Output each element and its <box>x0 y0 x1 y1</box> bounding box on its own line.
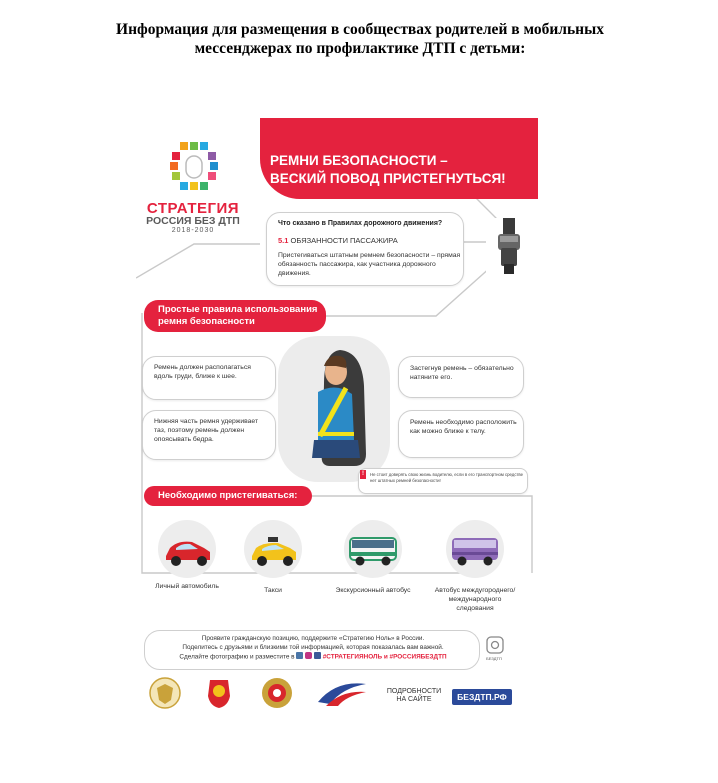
red-car-icon <box>158 520 216 578</box>
footer-hashtags: #СТРАТЕГИЯНОЛЬ и #РОССИЯБЕЗДТП <box>322 653 447 661</box>
rules-heading <box>278 236 398 245</box>
warning-text: Не стоит доверять свою жизнь водителю, если в его транспортном средстве нет штатных ремней безопасности! <box>370 472 524 483</box>
warning-icon: ! <box>362 471 364 477</box>
instagram-icon <box>305 652 312 659</box>
social-icons <box>296 652 321 662</box>
vehicle-circle-intercity-bus <box>446 520 504 578</box>
document-title-line2: мессенджерах по профилактике ДТП с детьми: <box>194 40 526 57</box>
russia-coat-of-arms-icon <box>148 676 182 710</box>
infographic-poster <box>136 118 538 722</box>
vehicle-label-intercity-bus: Автобус междугороднего/ международного следования <box>434 587 516 612</box>
simple-rules-title-line2: ремня безопасности <box>158 316 255 327</box>
instagram-qr-icon <box>486 636 504 654</box>
headline-line2: ВЕСКИЙ ПОВОД ПРИСТЕГНУТЬСЯ! <box>270 171 506 186</box>
strategy-logo-icon <box>166 140 222 198</box>
rules-text: Пристегиваться штатным ремнем безопасности – прямая обязанность пассажира, как участника дорожного движения. <box>278 252 461 277</box>
passenger-with-seatbelt-icon <box>278 336 390 482</box>
footer-line3 <box>152 652 474 662</box>
footer-text <box>152 634 474 662</box>
rules-heading-text: ОБЯЗАННОСТИ ПАССАЖИРА <box>290 236 398 245</box>
more-info-text: ПОДРОБНОСТИ НА САЙТЕ <box>386 688 442 703</box>
headline-text <box>270 152 520 188</box>
footer-line3-prefix: Сделайте фотографию и разместите в <box>179 653 295 661</box>
gibdd-emblem-icon <box>260 676 294 710</box>
mvd-emblem-icon <box>202 676 236 710</box>
rules-question: Что сказано в Правилах дорожного движения? <box>278 220 443 227</box>
seatbelt-buckle-icon <box>486 218 532 274</box>
simple-rules-title <box>144 300 326 332</box>
vk-icon <box>296 652 303 659</box>
vehicle-label-taxi: Такси <box>264 587 282 594</box>
tip-right-bottom: Ремень необходимо расположить как можно ближе к телу. <box>410 419 517 435</box>
logo-years: 2018-2030 <box>171 227 215 234</box>
intercity-bus-icon <box>446 520 504 578</box>
buckle-illustration <box>486 218 532 274</box>
logo-title: СТРАТЕГИЯ <box>146 200 240 217</box>
tour-bus-icon <box>344 520 402 578</box>
tip-left-top: Ремень должен располагаться вдоль груди, ближе к шее. <box>154 364 251 380</box>
must-buckle-title: Необходимо пристегиваться: <box>144 486 312 506</box>
tip-right-top: Застегнув ремень – обязательно натяните его. <box>410 365 514 381</box>
avtodor-logo-icon <box>316 680 368 708</box>
vehicle-circle-tour-bus <box>344 520 402 578</box>
taxi-icon <box>244 520 302 578</box>
footer-line1: Проявите гражданскую позицию, поддержите «Стратегию Ноль» в России. <box>201 635 425 642</box>
footer-line2: Поделитесь с друзьями и близкими той информацией, которая показалась вам важной. <box>182 644 444 651</box>
headline-line1: РЕМНИ БЕЗОПАСНОСТИ – <box>270 153 448 168</box>
site-badge: БЕЗДТП.РФ <box>452 689 512 705</box>
vehicle-label-tour-bus: Экскурсионный автобус <box>335 587 411 594</box>
document-title-line1: Информация для размещения в сообществах родителей в мобильных <box>116 21 604 38</box>
rules-heading-number: 5.1 <box>278 236 289 245</box>
document-title <box>80 20 640 58</box>
seated-passenger-illustration <box>278 336 390 482</box>
qr-label: БЕЗДТП <box>486 656 502 661</box>
vehicle-circle-car <box>158 520 216 578</box>
vehicle-label-car: Личный автомобиль <box>155 583 219 590</box>
facebook-icon <box>314 652 321 659</box>
tip-left-bottom: Нижняя часть ремня удерживает таз, поэтому ремень должен опоясывать бедра. <box>154 418 259 443</box>
simple-rules-title-line1: Простые правила использования <box>158 304 318 315</box>
logo-subtitle: РОССИЯ БЕЗ ДТП <box>146 215 240 227</box>
vehicle-circle-taxi <box>244 520 302 578</box>
